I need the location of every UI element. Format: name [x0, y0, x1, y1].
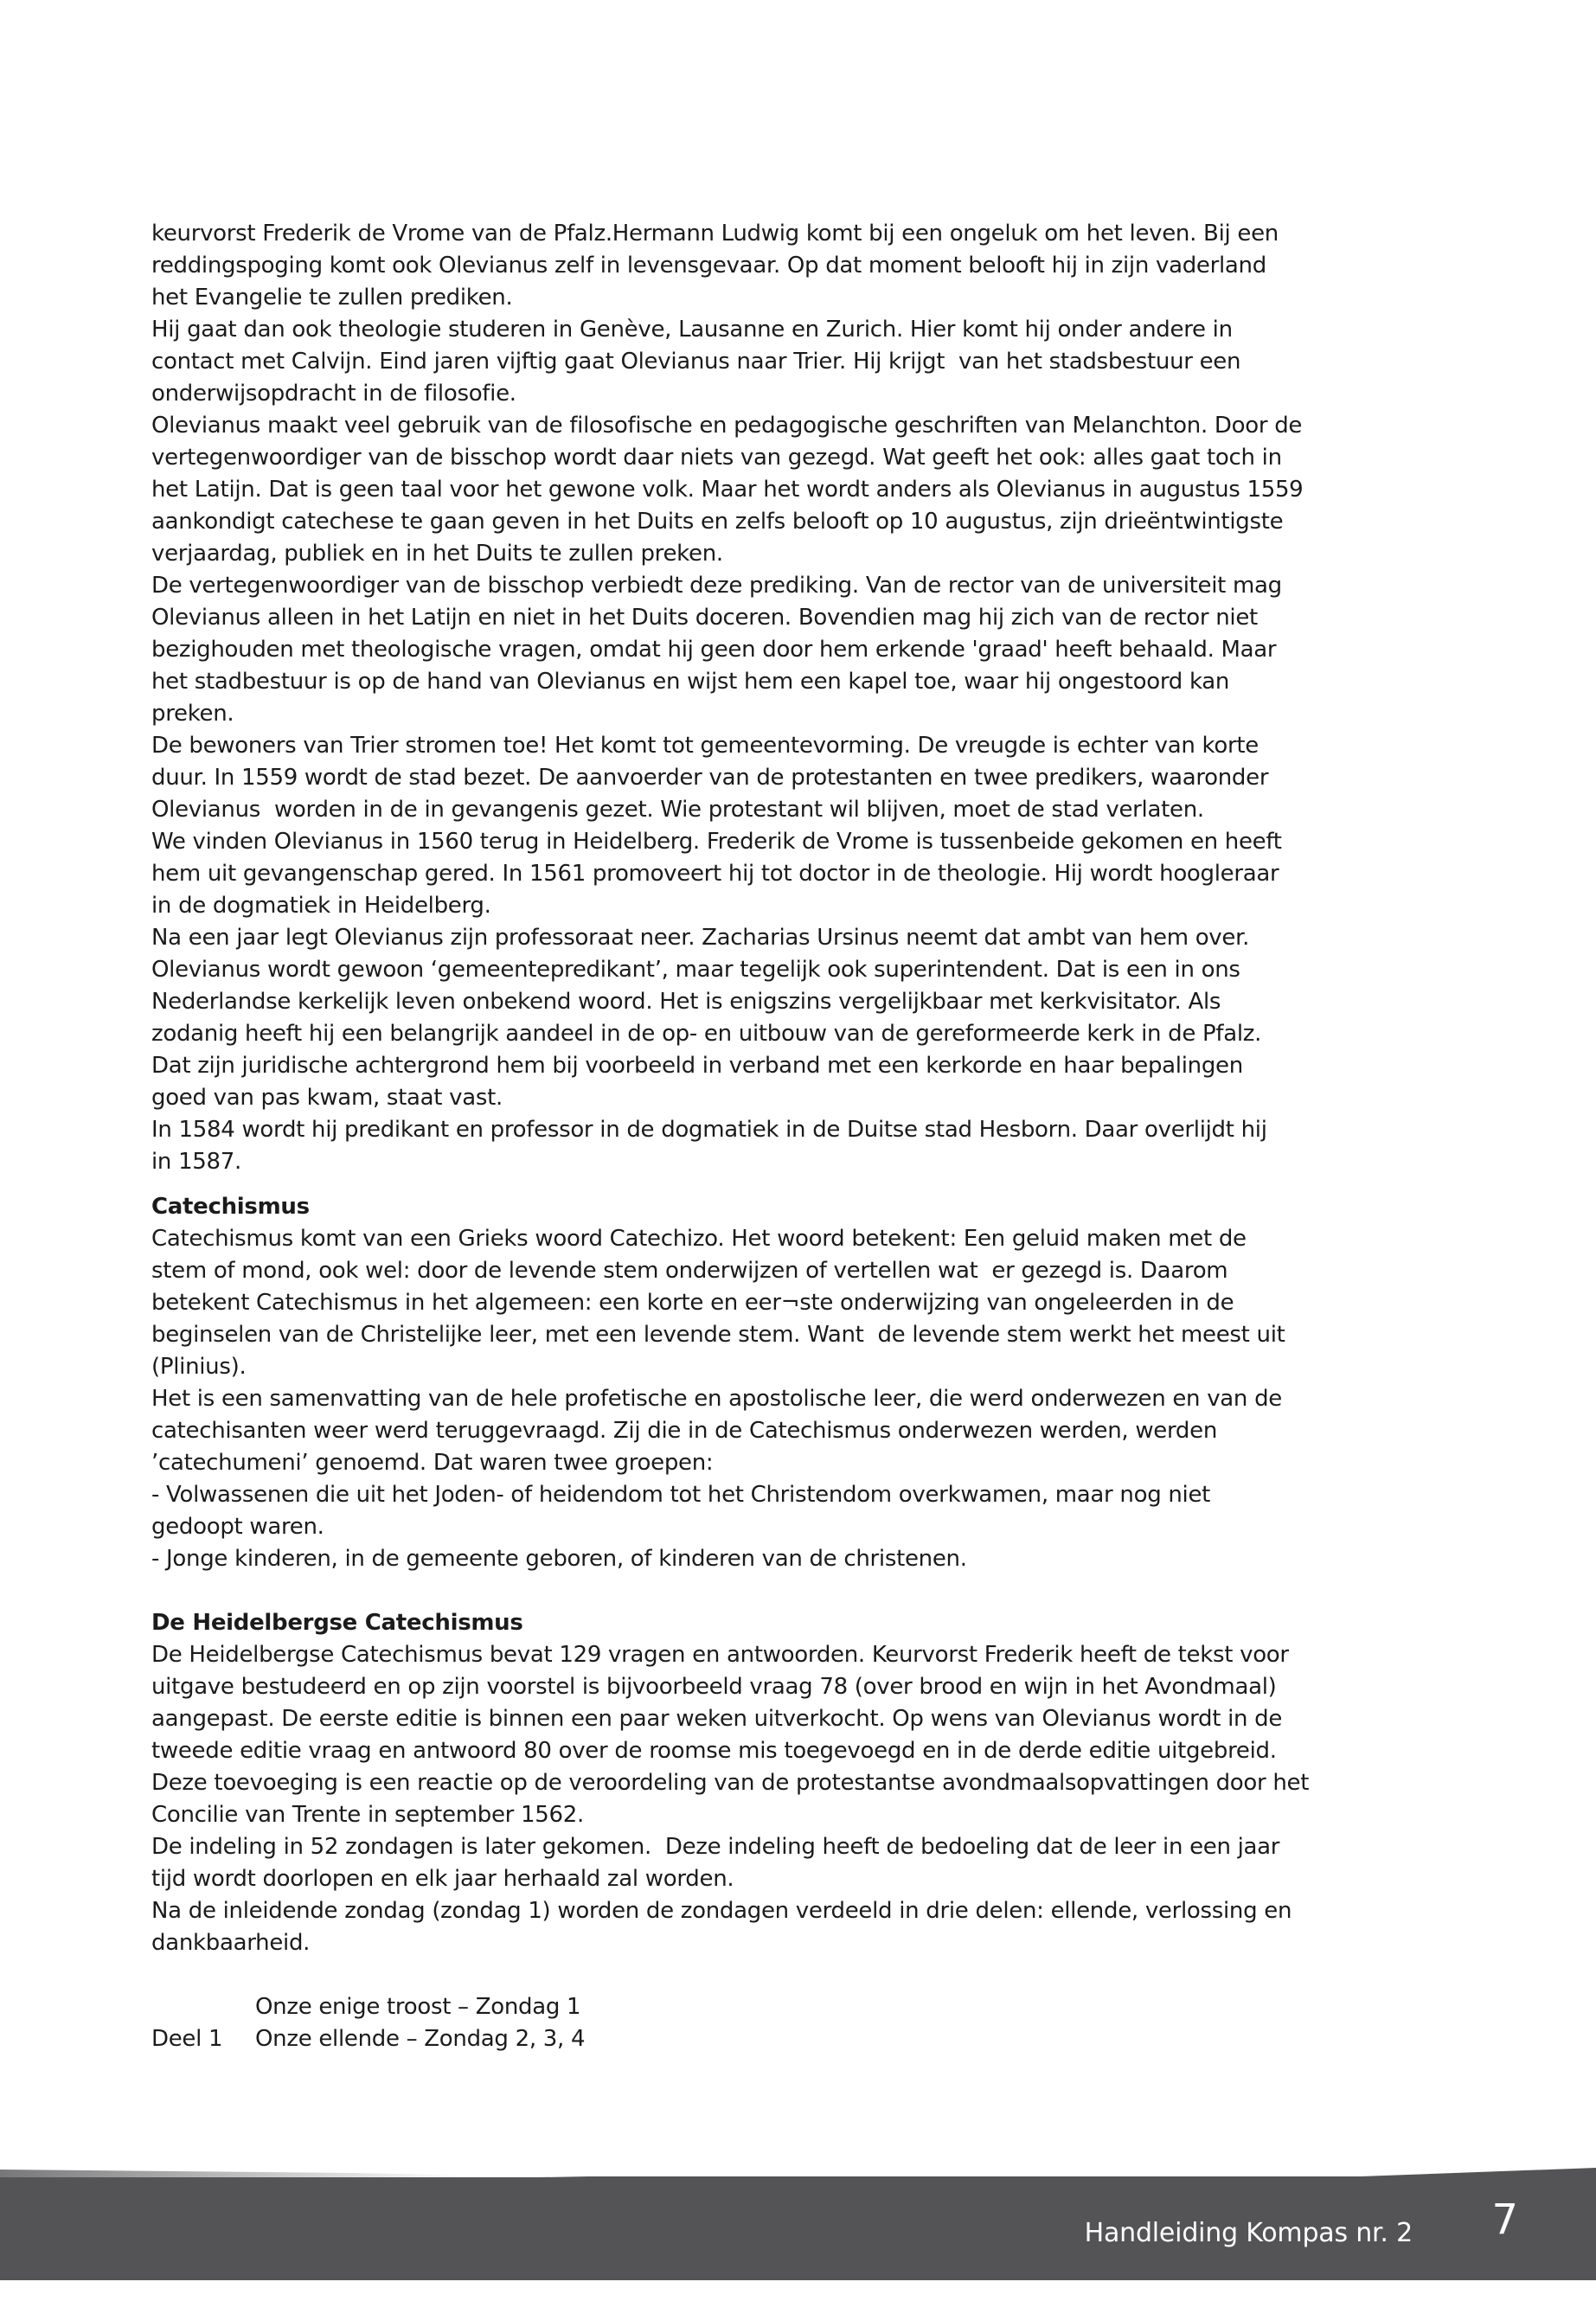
text-line: Olevianus alleen in het Latijn en niet in het Duits doceren. Bovendien mag hij zich van de rector niet [151, 605, 1258, 631]
text-line: onderwijsopdracht in de filosofie. [151, 381, 516, 407]
text-line: keurvorst Frederik de Vrome van de Pfalz.Hermann Ludwig komt bij een ongeluk om het leven. Bij een [151, 221, 1279, 247]
text-line: goed van pas kwam, staat vast. [151, 1085, 503, 1111]
text-line: duur. In 1559 wordt de stad bezet. De aanvoerder van de protestanten en twee predikers, waaronder [151, 765, 1269, 791]
text-line: Olevianus maakt veel gebruik van de filosofische en pedagogische geschriften van Melanchton. Door de [151, 413, 1303, 439]
footer-title: Handleiding Kompas nr. 2 [1084, 2218, 1413, 2248]
text-line: We vinden Olevianus in 1560 terug in Heidelberg. Frederik de Vrome is tussenbeide gekomen en heeft [151, 829, 1282, 855]
text-line: uitgave bestudeerd en op zijn voorstel is bijvoorbeeld vraag 78 (over brood en wijn in het Avondmaal) [151, 1674, 1277, 1700]
paragraph-7 [151, 1114, 1432, 1178]
paragraph-16 [151, 1895, 1432, 1959]
text-line: Dat zijn juridische achtergrond hem bij voorbeeld in verband met een kerkorde en haar bepalingen [151, 1053, 1243, 1079]
paragraph-14 [151, 1639, 1432, 1831]
paragraph-2 [151, 410, 1432, 570]
text-line: De bewoners van Trier stromen toe! Het komt tot gemeentevorming. De vreugde is echter van korte [151, 733, 1259, 759]
text-line: reddingspoging komt ook Olevianus zelf in levensgevaar. Op dat moment belooft hij in zijn vaderland [151, 253, 1266, 279]
document-body [151, 218, 1432, 2055]
text-line: Nederlandse kerkelijk leven onbekend woord. Het is enigszins vergelijkbaar met kerkvisitator. Als [151, 989, 1221, 1015]
outline-row-label: Deel 1 [151, 2026, 223, 2052]
text-line: Deze toevoeging is een reactie op de veroordeling van de protestantse avondmaalsopvattingen door het [151, 1770, 1310, 1796]
text-line: vertegenwoordiger van de bisschop wordt daar niets van gezegd. Wat geeft het ook: alles gaat toch in [151, 445, 1282, 471]
text-line: tweede editie vraag en antwoord 80 over de roomse mis toegevoegd en in de derde editie uitgebreid. [151, 1738, 1277, 1764]
text-line: - Jonge kinderen, in de gemeente geboren, of kinderen van de christenen. [151, 1546, 967, 1572]
text-line: - Volwassenen die uit het Joden- of heidendom tot het Christendom overkwamen, maar nog niet [151, 1482, 1211, 1508]
text-line: catechisanten weer werd teruggevraagd. Zij die in de Catechismus onderwezen werden, werden [151, 1418, 1217, 1444]
section-heading-8: Catechismus [151, 1194, 310, 1220]
footer-accent-left [0, 2170, 588, 2177]
text-line: het Latijn. Dat is geen taal voor het gewone volk. Maar het wordt anders als Olevianus in augustus 1559 [151, 477, 1304, 503]
paragraph-5 [151, 826, 1432, 922]
text-line: aangepast. De eerste editie is binnen een paar weken uitverkocht. Op wens van Olevianus wordt in de [151, 1706, 1283, 1732]
text-line: Na de inleidende zondag (zondag 1) worden de zondagen verdeeld in drie delen: ellende, verlossing en [151, 1898, 1292, 1924]
paragraph-1 [151, 314, 1432, 410]
outline-row-label [151, 1991, 255, 2023]
paragraph-15 [151, 1831, 1432, 1895]
text-line: Concilie van Trente in september 1562. [151, 1802, 584, 1828]
paragraph-11 [151, 1479, 1432, 1543]
text-line: stem of mond, ook wel: door de levende stem onderwijzen of vertellen wat er gezegd is. Daarom [151, 1258, 1228, 1284]
text-line: verjaardag, publiek en in het Duits te zullen preken. [151, 541, 723, 567]
outline-row-0 [151, 1991, 1432, 2023]
outline-list [151, 1991, 1432, 2055]
paragraph-6 [151, 922, 1432, 1114]
text-line: hem uit gevangenschap gered. In 1561 promoveert hij tot doctor in de theologie. Hij wordt hoogleraar [151, 861, 1279, 887]
text-line: (Plinius). [151, 1354, 247, 1380]
section-heading-13: De Heidelbergse Catechismus [151, 1610, 523, 1636]
text-line: ’catechumeni’ genoemd. Dat waren twee groepen: [151, 1450, 714, 1476]
text-line: Hij gaat dan ook theologie studeren in Genève, Lausanne en Zurich. Hier komt hij onder andere in [151, 317, 1233, 343]
text-line: Catechismus komt van een Grieks woord Catechizo. Het woord betekent: Een geluid maken met de [151, 1226, 1247, 1252]
paragraph-12 [151, 1543, 1432, 1575]
text-line: in de dogmatiek in Heidelberg. [151, 893, 491, 919]
outline-row-1 [151, 2023, 1432, 2055]
footer-bar [0, 2176, 1596, 2280]
text-line: gedoopt waren. [151, 1514, 324, 1540]
text-line: betekent Catechismus in het algemeen: een korte en eer¬ste onderwijzing van ongeleerden in de [151, 1290, 1234, 1316]
outline-row-text: Onze enige troost – Zondag 1 [255, 1994, 581, 2020]
outline-row-text: Onze ellende – Zondag 2, 3, 4 [255, 2026, 586, 2052]
paragraph-9 [151, 1223, 1432, 1383]
text-line: De vertegenwoordiger van de bisschop verbiedt deze prediking. Van de rector van de universiteit mag [151, 573, 1282, 599]
paragraph-4 [151, 730, 1432, 826]
footer-accent-right [1336, 2168, 1596, 2177]
paragraph-10 [151, 1383, 1432, 1479]
text-line: Olevianus worden in de in gevangenis gezet. Wie protestant wil blijven, moet de stad verlaten. [151, 797, 1204, 823]
text-line: beginselen van de Christelijke leer, met een levende stem. Want de levende stem werkt het meest uit [151, 1322, 1285, 1348]
paragraph-0 [151, 218, 1432, 314]
text-line: het Evangelie te zullen prediken. [151, 285, 513, 311]
text-line: Olevianus wordt gewoon ‘gemeentepredikant’, maar tegelijk ook superintendent. Dat is een in ons [151, 957, 1240, 983]
text-line: tijd wordt doorlopen en elk jaar herhaald zal worden. [151, 1866, 734, 1892]
page-number: 7 [1491, 2195, 1518, 2244]
paragraph-3 [151, 570, 1432, 730]
text-line: In 1584 wordt hij predikant en professor in de dogmatiek in de Duitse stad Hesborn. Daar overlijdt hij [151, 1117, 1267, 1143]
text-line: preken. [151, 701, 234, 727]
text-line: Na een jaar legt Olevianus zijn professoraat neer. Zacharias Ursinus neemt dat ambt van hem over. [151, 925, 1250, 951]
text-line: zodanig heeft hij een belangrijk aandeel in de op- en uitbouw van de gereformeerde kerk in de Pfalz. [151, 1021, 1262, 1047]
text-line: contact met Calvijn. Eind jaren vijftig gaat Olevianus naar Trier. Hij krijgt van het stadsbestuur een [151, 349, 1241, 375]
text-line: De indeling in 52 zondagen is later gekomen. Deze indeling heeft de bedoeling dat de leer in een jaar [151, 1834, 1280, 1860]
text-line: dankbaarheid. [151, 1930, 311, 1956]
text-line: bezighouden met theologische vragen, omdat hij geen door hem erkende 'graad' heeft behaald. Maar [151, 637, 1277, 663]
text-line: Het is een samenvatting van de hele profetische en apostolische leer, die werd onderwezen en van de [151, 1386, 1282, 1412]
text-line: aankondigt catechese te gaan geven in het Duits en zelfs belooft op 10 augustus, zijn drieëntwintigste [151, 509, 1284, 535]
text-line: in 1587. [151, 1149, 241, 1175]
text-line: het stadbestuur is op de hand van Olevianus en wijst hem een kapel toe, waar hij ongestoord kan [151, 669, 1230, 695]
text-line: De Heidelbergse Catechismus bevat 129 vragen en antwoorden. Keurvorst Frederik heeft de tekst voor [151, 1642, 1289, 1668]
